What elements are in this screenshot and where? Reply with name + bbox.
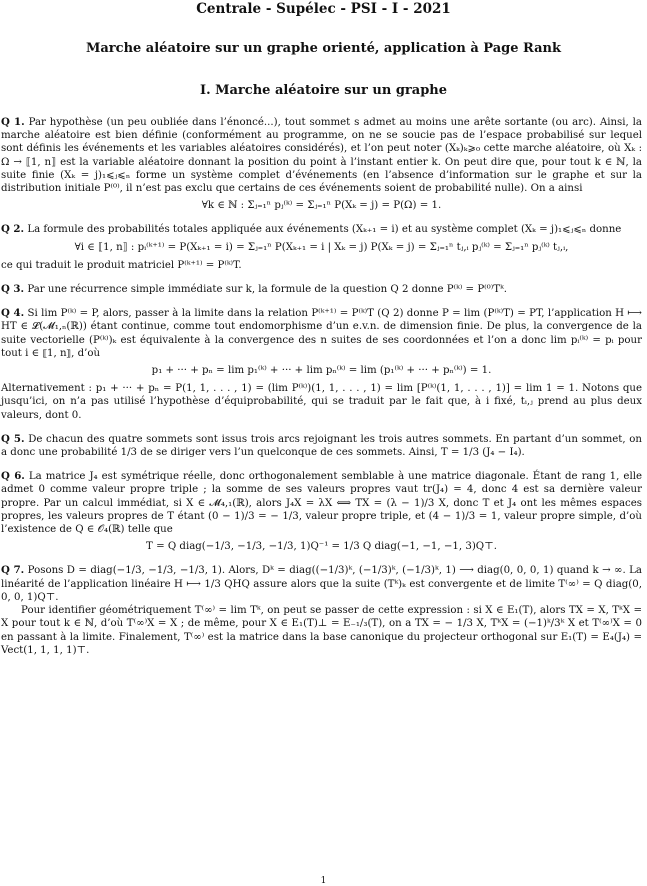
question-label: Q 5. [1,432,25,445]
question-text: Par hypothèse (un peu oubliée dans l’énoncé...), tout sommet s admet au moins une arête sortante (ou arc). Ainsi, la marche aléatoire est bien définie (conformément au programme, on ne se soucie pas de l’espace probabilisé sur lequel sont définis les événements et les variables aléatoires considérés), et l’on peut noter (Xₖ)ₖ⩾₀ cette marche aléatoire, où Xₖ : Ω → ⟦1, n⟧ est la variable aléatoire donnant la position du point à l’instant entier k. On peut dire que, pour tout k ∈ ℕ, la suite finie (Xₖ = j)₁⩽ⱼ⩽ₙ forme un système complet d’événements (en l’absence d’information sur le graphe et sur la distribution initiale P⁽⁰⁾, il n’est pas exclu que certains de ces événements soient de probabilité nulle). On a ainsi [1,117,642,195]
question-followup-text: ce qui traduit le produit matriciel P⁽ᵏ⁺¹⁾ = P⁽ᵏ⁾T. [1,259,242,271]
question-6 [1,470,642,553]
question-text: De chacun des quatre sommets sont issus trois arcs rejoignant les trois autres sommets. En partant d’un sommet, on a donc une probabilité 1/3 de se diriger vers l’un quelconque de ces sommets. Ainsi, T = 1/3 (J₄ − I₄). [1,433,642,459]
question-label: Q 6. [1,470,25,483]
question-4 [1,307,642,422]
question-5 [1,433,642,459]
question-1 [1,116,642,212]
question-text: La formule des probabilités totales appliquée aux événements (Xₖ₊₁ = i) et au système complet (Xₖ = j)₁⩽ⱼ⩽ₙ donne [27,224,622,236]
document-header: Centrale - Supélec - PSI - I - 2021 [196,1,451,17]
question-text: Par une récurrence simple immédiate sur k, la formule de la question Q 2 donne P⁽ᵏ⁾ = P⁽⁰⁾Tᵏ. [27,284,508,296]
page-number: 1 [320,876,327,886]
display-equation: ∀k ∈ ℕ : Σⱼ₌₁ⁿ pⱼ⁽ᵏ⁾ = Σⱼ₌₁ⁿ P(Xₖ = j) = P(Ω) = 1. [201,200,442,212]
display-equation: ∀i ∈ ⟦1, n⟧ : pᵢ⁽ᵏ⁺¹⁾ = P(Xₖ₊₁ = i) = Σⱼ₌₁ⁿ P(Xₖ₊₁ = i | Xₖ = j) P(Xₖ = j) = Σⱼ₌₁ⁿ tⱼ,ᵢ pⱼ⁽ᵏ⁾ = Σⱼ₌₁ⁿ pⱼ⁽ᵏ⁾ tⱼ,ᵢ, [74,241,569,253]
question-label: Q 1. [1,116,25,128]
question-followup-text: Pour identifier géométriquement T⁽∞⁾ = lim Tᵏ, on peut se passer de cette expression : si X ∈ E₁(T), alors TX = X, TᵏX = X pour tout k ∈ ℕ, d’où T⁽∞⁾X = X ; de même, pour X ∈ E₁(T)⊥ = E₋₁/₃(T), on a TX = − 1/3 X, TᵏX = (−1)ᵏ/3ᵏ X et T⁽∞⁾X = 0 en passant à la limite. Finalement, T⁽∞⁾ est la matrice dans la base canonique du projecteur orthogonal sur E₁(T) = E₄(J₄) = Vect(1, 1, 1, 1)⊤. [1,605,642,656]
question-2 [1,223,642,272]
display-equation: p₁ + ··· + pₙ = lim p₁⁽ᵏ⁾ + ··· + lim pₙ⁽ᵏ⁾ = lim (p₁⁽ᵏ⁾ + ··· + pₙ⁽ᵏ⁾) = 1. [151,365,492,377]
question-7 [1,564,642,656]
question-text: La matrice J₄ est symétrique réelle, donc orthogonalement semblable à une matrice diagonale. Étant de rang 1, elle admet 0 comme valeur propre triple ; la somme de ses valeurs propres vaut tr(J₄) = 4, donc 4 est sa dernière valeur propre. Par un calcul immédiat, si X ∈ 𝓜₄,₁(ℝ), alors J₄X = λX ⟺ TX = (λ − 1)/3 X, donc T et J₄ ont les mêmes espaces propres, les valeurs propres de T étant (0 − 1)/3 = − 1/3, valeur propre triple, et (4 − 1)/3 = 1, valeur propre simple, d’où l’existence de Q ∈ 𝒪₄(ℝ) telle que [1,471,642,536]
question-3 [1,283,642,296]
question-label: Q 3. [1,283,25,296]
question-followup-text: Alternativement : p₁ + ··· + pₙ = P(1, 1, . . . , 1) = (lim P⁽ᵏ⁾)(1, 1, . . . , 1) = lim [P⁽ᵏ⁾(1, 1, . . . , 1)] = lim 1 = 1. Notons que jusqu’ici, on n’a pas utilisé l’hypothèse d’équiprobabilité, qui se traduit par le fait que, à i fixé, tᵢ,ⱼ prend au plus deux valeurs, dont 0. [1,383,642,421]
document-body [1,116,642,657]
display-equation: T = Q diag(−1/3, −1/3, −1/3, 1)Q⁻¹ = 1/3 Q diag(−1, −1, −1, 3)Q⊤. [146,541,497,553]
section-heading: I. Marche aléatoire sur un graphe [199,83,448,98]
document-title: Marche aléatoire sur un graphe orienté, application à Page Rank [85,41,561,56]
question-label: Q 4. [1,307,25,320]
question-text: Si lim P⁽ᵏ⁾ = P, alors, passer à la limite dans la relation P⁽ᵏ⁺¹⁾ = P⁽ᵏ⁾T (Q 2) donne P = lim (P⁽ᵏ⁾T) = PT, l’application H ⟼ HT ∈ 𝓛(𝓜₁,ₙ(ℝ)) étant continue, comme tout endomorphisme d’un e.v.n. de dimension finie. De plus, la convergence de la suite vectorielle (P⁽ᵏ⁾)ₖ est équivalente à la convergence des n suites de ses coordonnées et l’on a donc lim pᵢ⁽ᵏ⁾ = pᵢ pour tout i ∈ ⟦1, n⟧, d’où [1,308,642,359]
question-text: Posons D = diag(−1/3, −1/3, −1/3, 1). Alors, Dᵏ = diag((−1/3)ᵏ, (−1/3)ᵏ, (−1/3)ᵏ, 1) ⟶ diag(0, 0, 0, 1) quand k → ∞. La linéarité de l’application linéaire H ⟼ 1/3 QHQ assure alors que la suite (Tᵏ)ₖ est convergente et de limite T⁽∞⁾ = Q diag(0, 0, 0, 1)Q⊤. [1,565,642,603]
question-label: Q 2. [1,223,25,236]
question-label: Q 7. [1,564,25,577]
